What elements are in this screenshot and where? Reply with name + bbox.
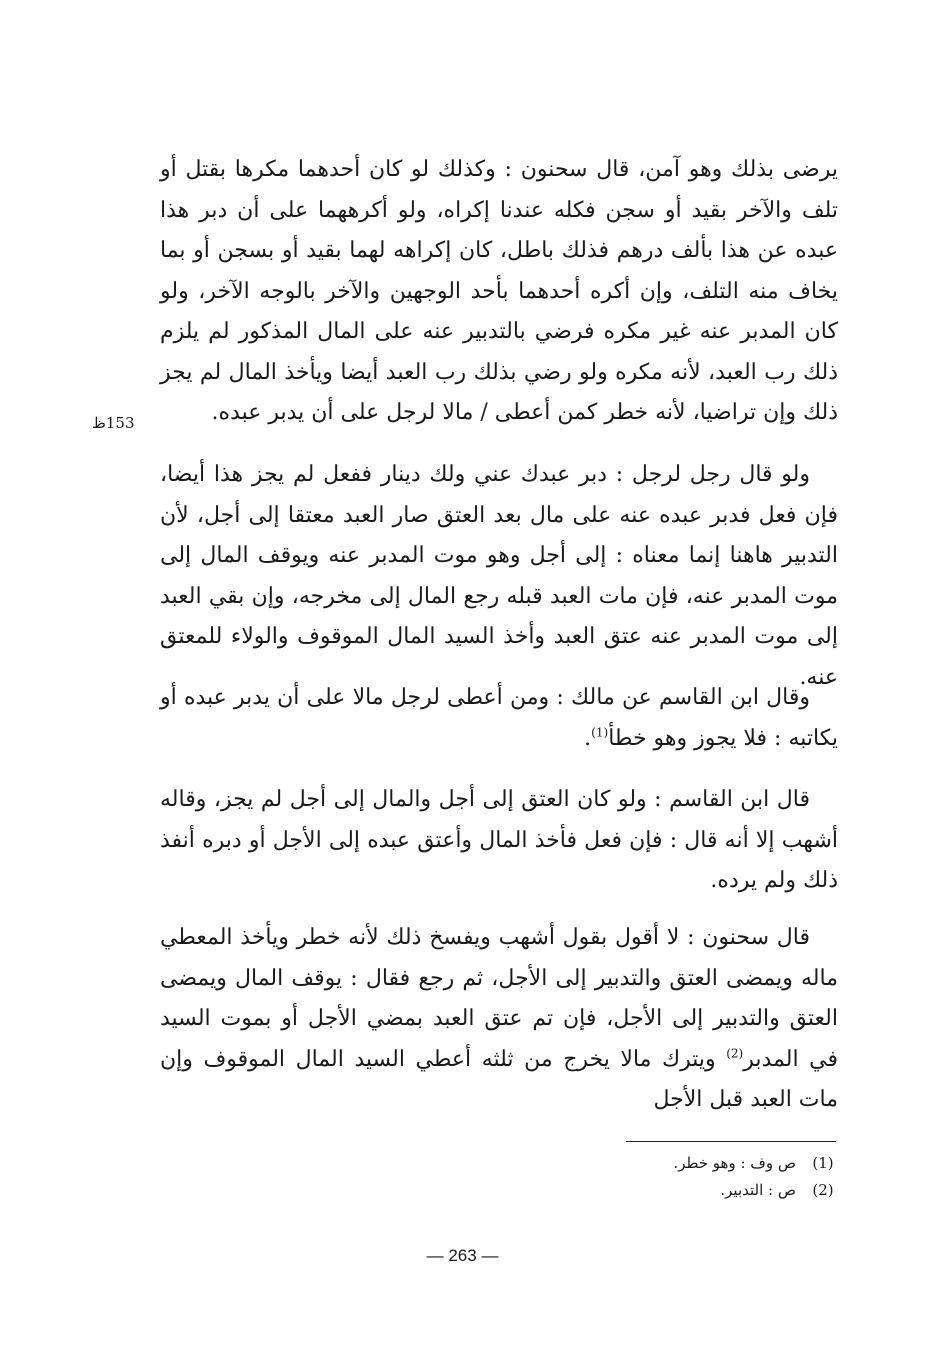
paragraph-2 (160, 455, 838, 698)
paragraph-5-body-a: قال سحنون : لا أقول بقول أشهب ويفسخ ذلك لأنه خطر ويأخذ المعطي ماله ويمضى العتق والتدبير إلى الأجل، ثم رجع فقال : يوقف المال ويمضى العتق والتدبير إلى الأجل، فإن تم عتق العبد بمضي الأجل أو بموت السيد في المدبر (160, 925, 838, 1072)
paragraph-5-body-b: ويترك مالا يخرج من ثلثه أعطي السيد المال الموقوف وإن مات العبد قبل الأجل (160, 1046, 838, 1112)
footnote-marker-2: (2) (726, 1046, 744, 1061)
paragraph-5-text (160, 918, 838, 1121)
footnote-text: ص : التدبير. (720, 1181, 796, 1199)
paragraph-2-text: ولو قال رجل لرجل : دبر عبدك عني ولك دينار ففعل لم يجز هذا أيضا، فإن فعل فدبر عبده عنه على مال بعد العتق صار العبد معتقا إلى أجل، لأن التدبير هاهنا إنما معناه : إلى أجل وهو موت المدبر عنه ويوقف المال إلى موت المدبر عنه، فإن مات العبد قبله رجع المال إلى مخرجه، وإن بقي العبد إلى موت المدبر عنه عتق العبد وأخذ السيد المال الموقوف والولاء للمعتق عنه. (160, 462, 838, 690)
paragraph-1-text: يرضى بذلك وهو آمن، قال سحنون : وكذلك لو كان أحدهما مكرها بقتل أو تلف والآخر بقيد أو سجن فكله عندنا إكراه، ولو أكرههما على أن دبر هذا عبده عن هذا بألف درهم فذلك باطل، كان إكراهه لهما بقيد أو بسجن أو بما يخاف منه التلف، وإن أكره أحدهما بأحد الوجهين والآخر بالوجه الآخر، ولو كان المدبر عنه غير مكره فرضي بالتدبير عنه على المال المذكور لم يلزم ذلك رب العبد، لأنه مكره ولو رضي بذلك رب العبد أيضا ويأخذ المال لم يجز ذلك وإن تراضيا، لأنه خطر كمن أعطى / مالا لرجل على أن يدبر عبده. (160, 157, 838, 425)
paragraph-3-body: وقال ابن القاسم عن مالك : ومن أعطى لرجل مالا على أن يدبر عبده أو يكاتبه : فلا يجوز وهو خطأ (160, 685, 838, 751)
paragraph-4 (160, 780, 838, 902)
folio-margin-note: 153ظ (92, 414, 135, 432)
paragraph-1 (160, 150, 838, 434)
footnote-separator (626, 1141, 836, 1142)
footnotes (520, 1150, 836, 1204)
footnote-number: (1) (812, 1154, 834, 1172)
footnote-marker-1: (1) (591, 725, 609, 740)
footnote-number: (2) (812, 1181, 834, 1199)
paragraph-4-text: قال ابن القاسم : ولو كان العتق إلى أجل والمال إلى أجل لم يجز، وقاله أشهب إلا أنه قال : فإن فعل فأخذ المال وأعتق عبده إلى الأجل أو دبره أنفذ ذلك ولم يرده. (160, 787, 838, 893)
paragraph-3 (160, 678, 838, 759)
paragraph-3-text (160, 678, 838, 759)
footnote-text: ص وف : وهو خطر. (673, 1154, 796, 1172)
paragraph-3-end: . (584, 725, 592, 751)
paragraph-5 (160, 918, 838, 1121)
footnote-1 (520, 1150, 836, 1177)
page-number: — 263 — (426, 1246, 499, 1265)
footnote-2 (520, 1177, 836, 1204)
